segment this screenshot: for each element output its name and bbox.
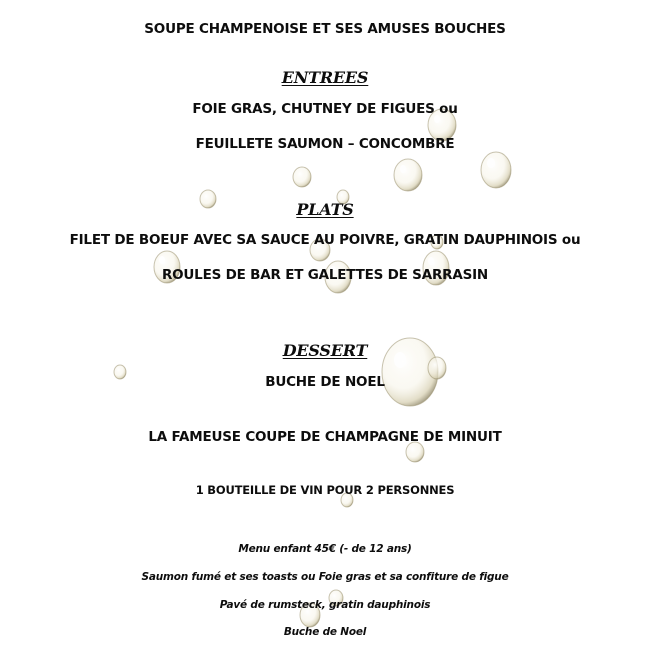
vin-line: 1 BOUTEILLE DE VIN POUR 2 PERSONNES xyxy=(195,483,455,497)
entrees-heading: ENTREES xyxy=(281,68,369,87)
plats-item-1: FILET DE BOEUF AVEC SA SAUCE AU POIVRE, GRATIN DAUPHINOIS ou xyxy=(69,232,581,248)
dessert-item-1: BUCHE DE NOEL xyxy=(265,374,385,390)
plats-heading: PLATS xyxy=(296,200,354,219)
bubble xyxy=(481,152,511,188)
entrees-item-1: FOIE GRAS, CHUTNEY DE FIGUES ou xyxy=(192,101,458,117)
plats-item-2: ROULES DE BAR ET GALETTES DE SARRASIN xyxy=(161,267,489,283)
dessert-heading: DESSERT xyxy=(282,341,368,360)
menu-enfant-item-2: Pavé de rumsteck, gratin dauphinois xyxy=(219,599,431,611)
soupe-line: SOUPE CHAMPENOISE ET SES AMUSES BOUCHES xyxy=(144,21,506,37)
menu-enfant-item-1: Saumon fumé et ses toasts ou Foie gras et sa confiture de figue xyxy=(141,571,509,583)
bubble xyxy=(293,167,311,187)
bubble xyxy=(394,159,422,191)
entrees-item-2: FEUILLETE SAUMON – CONCOMBRE xyxy=(195,136,455,152)
dessert-item-2: LA FAMEUSE COUPE DE CHAMPAGNE DE MINUIT xyxy=(148,429,502,445)
menu-enfant-item-3: Buche de Noel xyxy=(283,626,367,638)
menu-enfant-title: Menu enfant 45€ (- de 12 ans) xyxy=(238,543,412,555)
bubble xyxy=(406,442,424,462)
